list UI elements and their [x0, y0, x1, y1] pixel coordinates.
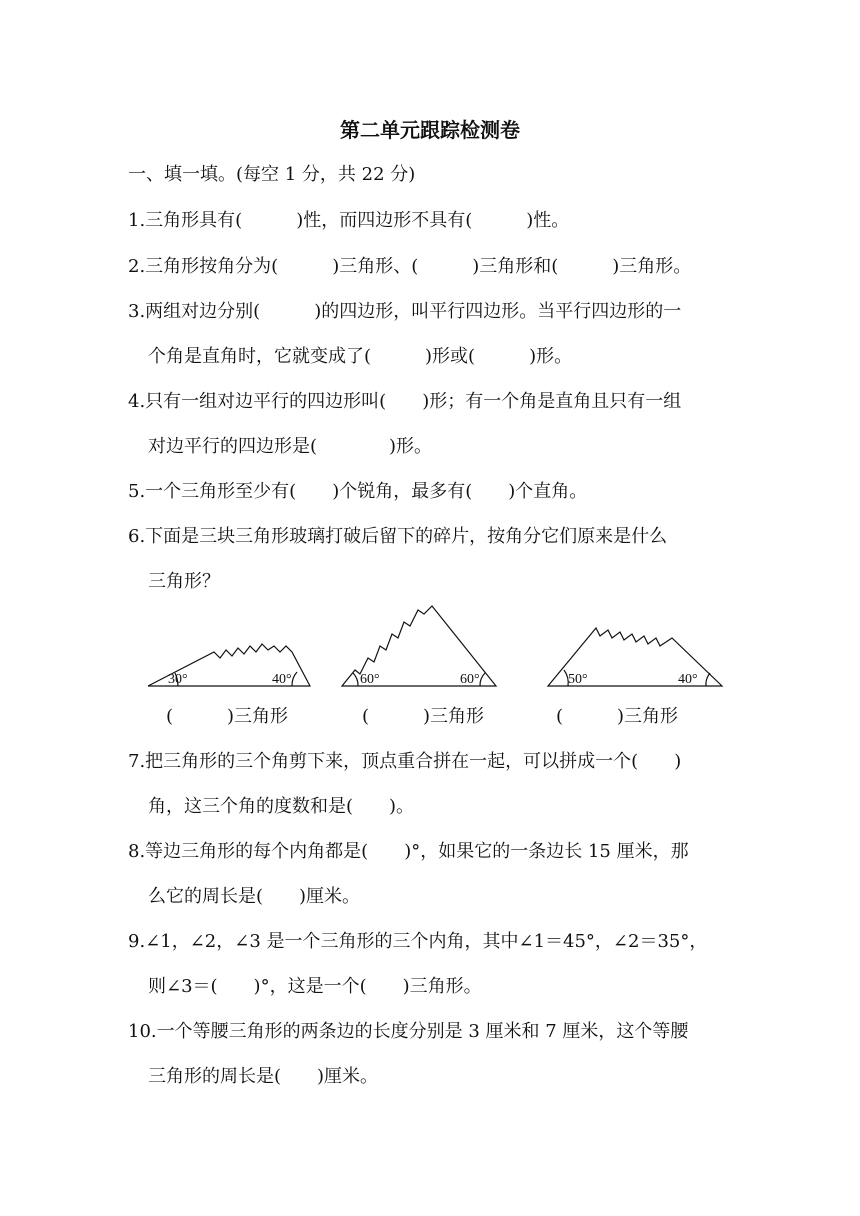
fig1-caption: ( )三角形 — [166, 706, 289, 727]
fig2-right-angle: 60° — [460, 672, 480, 687]
question-4-cont: 对边平行的四边形是( )形。 — [148, 436, 433, 457]
question-6-cont: 三角形？ — [148, 571, 220, 592]
question-4: 4.只有一组对边平行的四边形叫( )形；有一个角是直角且只有一组 — [128, 391, 682, 412]
question-5: 5.一个三角形至少有( )个锐角，最多有( )个直角。 — [128, 481, 588, 502]
question-8-cont: 么它的周长是( )厘米。 — [148, 886, 361, 907]
fig3-left-angle: 50° — [568, 672, 588, 687]
fig1-left-angle: 30° — [168, 672, 188, 687]
question-6: 6.下面是三块三角形玻璃打破后留下的碎片，按角分它们原来是什么 — [128, 526, 668, 547]
question-7: 7.把三角形的三个角剪下来，顶点重合拼在一起，可以拼成一个( ) — [128, 751, 682, 772]
fig2-caption: ( )三角形 — [362, 706, 485, 727]
broken-triangle-figures — [140, 596, 740, 696]
question-10-cont: 三角形的周长是( )厘米。 — [148, 1066, 379, 1087]
question-9: 9.∠1，∠2，∠3 是一个三角形的三个内角，其中∠1＝45°，∠2＝35°， — [128, 931, 708, 952]
question-9-cont: 则∠3＝( )°，这是一个( )三角形。 — [148, 976, 482, 997]
fig3-right-angle: 40° — [678, 672, 698, 687]
question-3: 3.两组对边分别( )的四边形，叫平行四边形。当平行四边形的一 — [128, 301, 682, 322]
question-3-cont: 个角是直角时，它就变成了( )形或( )形。 — [148, 346, 573, 367]
question-1: 1.三角形具有( )性，而四边形不具有( )性。 — [128, 210, 570, 231]
fig1-right-angle: 40° — [272, 672, 292, 687]
question-10: 10.一个等腰三角形的两条边的长度分别是 3 厘米和 7 厘米，这个等腰 — [128, 1021, 689, 1042]
page-title: 第二单元跟踪检测卷 — [340, 118, 520, 142]
question-7-cont: 角，这三个角的度数和是( )。 — [148, 796, 415, 817]
question-2: 2.三角形按角分为( )三角形、( )三角形和( )三角形。 — [128, 256, 692, 277]
section-heading: 一、填一填。(每空 1 分，共 22 分) — [128, 164, 416, 185]
fig3-caption: ( )三角形 — [556, 706, 679, 727]
fig2-left-angle: 60° — [360, 672, 380, 687]
question-8: 8.等边三角形的每个内角都是( )°，如果它的一条边长 15 厘米，那 — [128, 841, 689, 862]
